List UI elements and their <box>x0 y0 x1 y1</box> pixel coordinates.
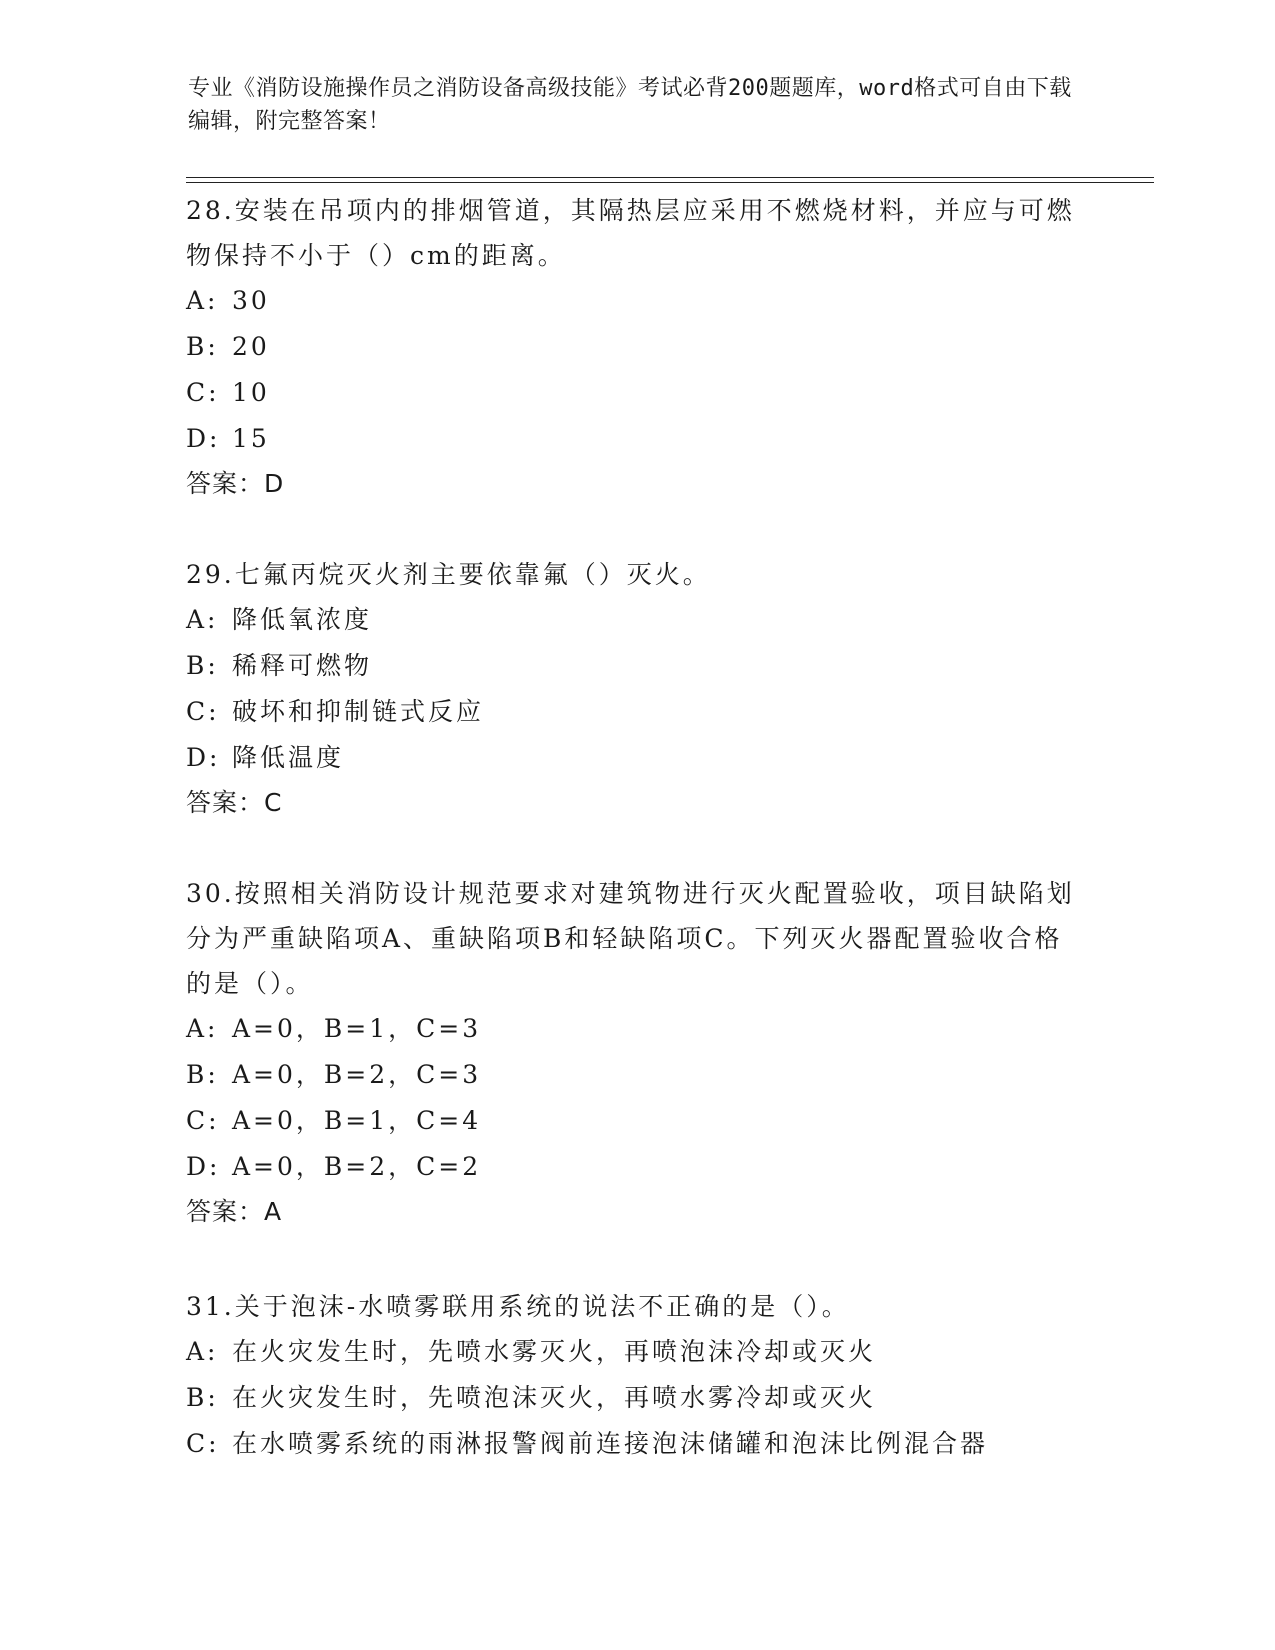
option-label: A: <box>186 1337 219 1366</box>
option-text: 稀释可燃物 <box>232 651 373 680</box>
option-text: 30 <box>232 286 270 315</box>
option-text: A=0，B=2，C=3 <box>232 1060 482 1089</box>
option-label: C: <box>186 1429 220 1458</box>
option-a <box>186 278 1086 324</box>
option-label: B: <box>186 1383 219 1412</box>
option-text: A=0，B=2，C=2 <box>232 1152 482 1181</box>
option-text: 降低氧浓度 <box>232 605 373 634</box>
question-stem: 28.安装在吊项内的排烟管道，其隔热层应采用不燃烧材料，并应与可燃物保持不小于（）cm的距离。 <box>186 196 1075 270</box>
option-text: 10 <box>232 378 270 407</box>
option-d <box>186 1144 1086 1190</box>
option-c <box>186 689 1086 735</box>
option-label: A: <box>186 286 219 315</box>
option-label: D: <box>186 424 221 453</box>
option-label: D: <box>186 743 221 772</box>
question-29 <box>186 552 1086 825</box>
option-label: C: <box>186 1106 220 1135</box>
option-label: A: <box>186 1014 219 1043</box>
option-b <box>186 643 1086 689</box>
option-label: B: <box>186 332 219 361</box>
option-a <box>186 1329 1086 1375</box>
option-text: 15 <box>232 424 270 453</box>
option-a <box>186 1006 1086 1052</box>
document-header <box>188 72 1088 138</box>
header-divider-top <box>186 177 1154 178</box>
answer: 答案：C <box>186 788 283 817</box>
question-31 <box>186 1284 1086 1467</box>
option-c <box>186 1098 1086 1144</box>
option-text: 20 <box>232 332 270 361</box>
option-text: 在火灾发生时，先喷泡沫灭火，再喷水雾冷却或灭火 <box>232 1383 877 1412</box>
answer: 答案：A <box>186 1197 283 1226</box>
option-text: A=0，B=1，C=3 <box>232 1014 482 1043</box>
option-text: A=0，B=1，C=4 <box>232 1106 482 1135</box>
option-text: 降低温度 <box>232 743 345 772</box>
option-a <box>186 597 1086 643</box>
option-text: 破坏和抑制链式反应 <box>232 697 485 726</box>
option-text: 在火灾发生时，先喷水雾灭火，再喷泡沫冷却或灭火 <box>232 1337 877 1366</box>
question-stem: 30.按照相关消防设计规范要求对建筑物进行灭火配置验收，项目缺陷划分为严重缺陷项A、重缺陷项B和轻缺陷项C。下列灭火器配置验收合格的是（）。 <box>186 879 1075 998</box>
question-28 <box>186 188 1086 506</box>
header-text: 专业《消防设施操作员之消防设备高级技能》考试必背200题题库，word格式可自由下载编辑，附完整答案！ <box>188 76 1072 134</box>
option-c <box>186 370 1086 416</box>
option-label: D: <box>186 1152 221 1181</box>
option-label: C: <box>186 697 220 726</box>
answer: 答案：D <box>186 469 285 498</box>
question-stem: 29.七氟丙烷灭火剂主要依靠氟（）灭火。 <box>186 560 711 589</box>
option-text: 在水喷雾系统的雨淋报警阀前连接泡沫储罐和泡沫比例混合器 <box>232 1429 989 1458</box>
header-divider-bottom <box>186 182 1154 183</box>
option-c <box>186 1421 1086 1467</box>
question-stem: 31.关于泡沫-水喷雾联用系统的说法不正确的是（）。 <box>186 1292 850 1321</box>
option-b <box>186 1052 1086 1098</box>
option-label: B: <box>186 1060 219 1089</box>
option-d <box>186 735 1086 781</box>
option-d <box>186 416 1086 462</box>
option-label: B: <box>186 651 219 680</box>
option-b <box>186 1375 1086 1421</box>
option-label: A: <box>186 605 219 634</box>
option-b <box>186 324 1086 370</box>
option-label: C: <box>186 378 220 407</box>
question-30 <box>186 871 1086 1234</box>
